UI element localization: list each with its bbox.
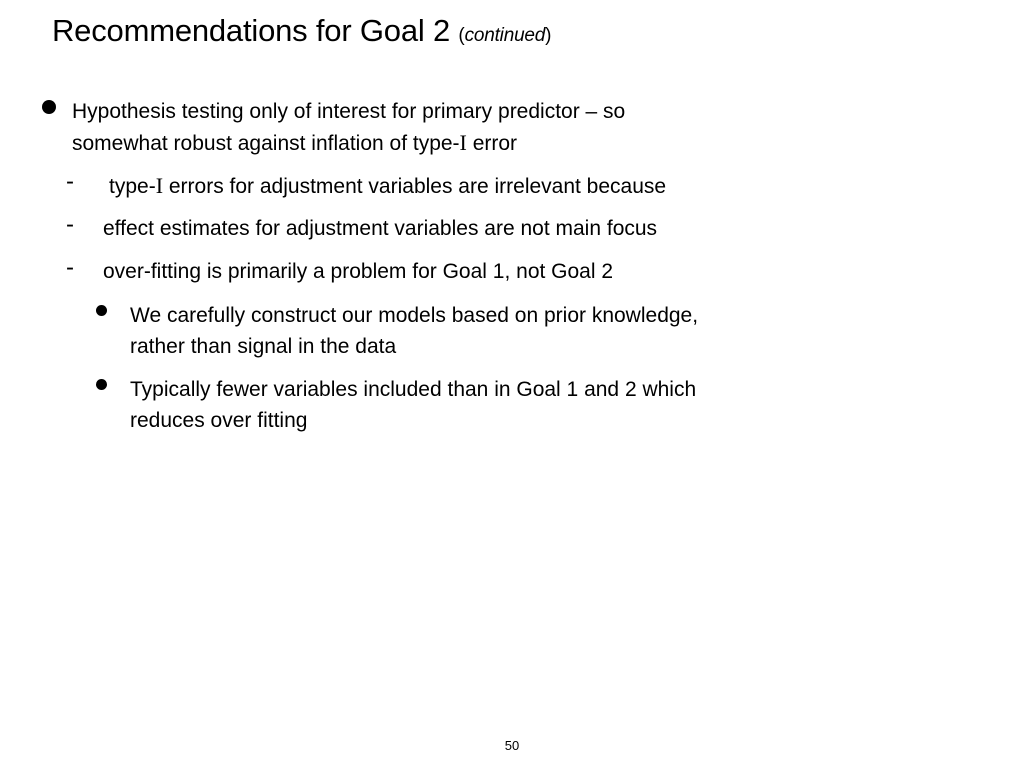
dash-marker-icon: -	[66, 254, 74, 281]
title-open-paren: (	[458, 25, 465, 46]
sub-bullet-2-line-2: reduces over fitting	[130, 409, 308, 432]
sub-bullet-dot-icon	[96, 305, 107, 316]
title-main: Recommendations for Goal 2	[52, 13, 450, 48]
page-number: 50	[504, 738, 520, 753]
sub-bullet-2-line-1: Typically fewer variables included than in Goal 1 and 2 which	[130, 378, 697, 401]
sub-bullet-1-line-2: rather than signal in the data	[130, 335, 397, 358]
bullet-1-line-1: Hypothesis testing only of interest for primary predictor – so	[72, 100, 626, 123]
slide-title	[52, 10, 551, 57]
roman-numeral-i: I	[459, 130, 467, 155]
title-close-paren: )	[545, 25, 552, 46]
dash-marker-icon: -	[66, 168, 74, 195]
dash-item-2: effect estimates for adjustment variables are not main focus	[103, 217, 658, 240]
dash-item-1	[109, 170, 666, 202]
bullet-1-line-2-before: somewhat robust against inflation of type-	[72, 132, 460, 155]
bullet-dot-icon	[42, 100, 56, 114]
dash-item-3: over-fitting is primarily a problem for Goal 1, not Goal 2	[103, 260, 614, 283]
sub-bullet-dot-icon	[96, 379, 107, 390]
bullet-1-line-2-after: error	[466, 132, 518, 155]
sub-bullet-1-line-1: We carefully construct our models based on prior knowledge,	[130, 304, 699, 327]
roman-numeral-i: I	[155, 173, 164, 198]
dash-item-1-before: type-	[109, 175, 156, 198]
title-subtitle: continued	[464, 25, 546, 46]
dash-item-1-after: errors for adjustment variables are irrelevant because	[163, 175, 667, 198]
dash-marker-icon: -	[66, 211, 74, 238]
bullet-1-line-2	[72, 127, 517, 159]
